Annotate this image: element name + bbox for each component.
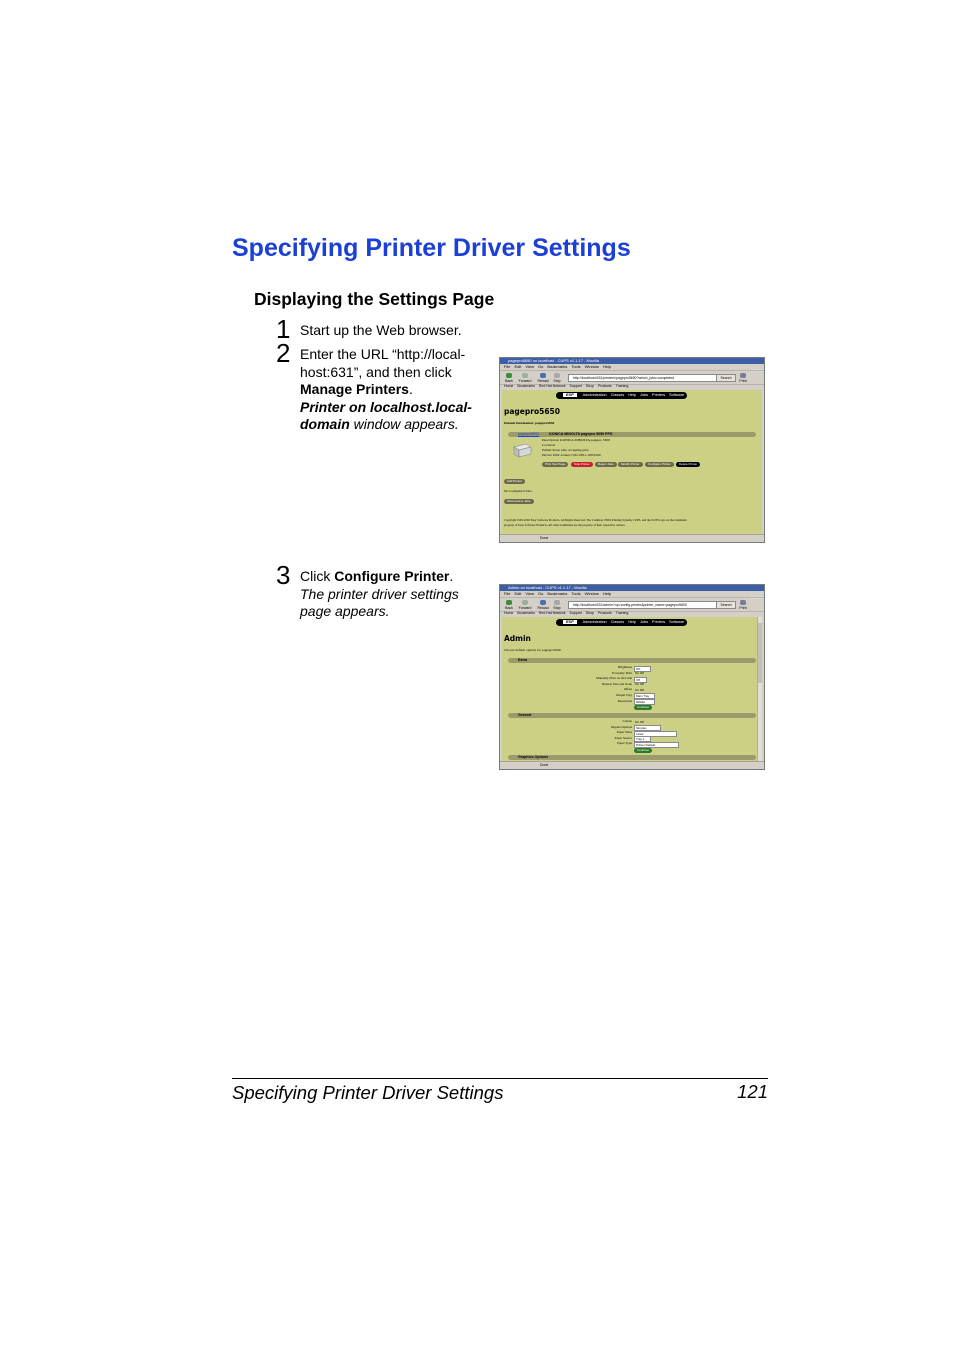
- menu-file[interactable]: File: [504, 364, 511, 369]
- tab-classes[interactable]: Classes: [610, 393, 625, 397]
- continue-button[interactable]: Continue: [634, 748, 652, 753]
- printer-icon: [740, 600, 746, 605]
- step-number: 1: [276, 314, 291, 344]
- step-text-part: .: [449, 568, 454, 584]
- stop-icon: [554, 373, 560, 378]
- continue-button[interactable]: Continue: [634, 705, 652, 710]
- field-label: Paper Type: [617, 741, 632, 746]
- scrollbar-thumb[interactable]: [758, 623, 762, 683]
- bookmark-red-hat[interactable]: Red Hat Network: [538, 384, 566, 388]
- page-content: [502, 390, 762, 535]
- field-label: Resolution: [617, 698, 632, 703]
- menu-help[interactable]: Help: [602, 364, 612, 369]
- printer-state: Printer State: idle, accepting jobs.: [542, 448, 590, 452]
- field-label: Paper Sizes: [616, 730, 632, 735]
- menu-tools[interactable]: Tools: [571, 364, 581, 369]
- step-result: The printer driver settings page appears.: [300, 585, 459, 620]
- bookmark-home[interactable]: Home: [504, 611, 514, 615]
- search-button[interactable]: Search: [716, 601, 736, 609]
- printer-device-uri: Device URI: socket://192.168.1.100:9100: [542, 453, 601, 457]
- stop-printer-button[interactable]: Stop Printer: [571, 462, 593, 467]
- tab-help[interactable]: Help: [628, 620, 636, 624]
- menu-edit[interactable]: Edit: [514, 591, 522, 596]
- printer-ppd: KONICA MINOLTA pagepro 5650 PPD: [549, 432, 613, 436]
- field-label: Paper Source: [614, 735, 632, 740]
- tab-administration[interactable]: Administration: [582, 393, 607, 397]
- field-label: Brightness: [617, 665, 632, 669]
- reload-button[interactable]: Reload: [536, 373, 550, 383]
- bookmark-support[interactable]: Support: [569, 384, 582, 388]
- browser-screenshot-admin: [499, 584, 765, 770]
- tab-help[interactable]: Help: [628, 393, 636, 397]
- printer-icon: [740, 373, 746, 378]
- tab-jobs[interactable]: Jobs: [640, 393, 649, 397]
- print-test-page-button[interactable]: Print Test Page: [542, 462, 568, 467]
- bookmark-bookmarks[interactable]: Bookmarks: [517, 384, 535, 388]
- section-general: General: [508, 713, 756, 718]
- forward-arrow-icon: [522, 373, 528, 378]
- section-extra: Extra: [508, 658, 756, 663]
- tab-classes[interactable]: Classes: [610, 620, 625, 624]
- bookmark-red-hat[interactable]: Red Hat Network: [538, 611, 566, 615]
- collate-radio[interactable]: On Off: [635, 719, 644, 724]
- modify-printer-button[interactable]: Modify Printer: [618, 462, 643, 467]
- printer-heading: pagepro5650: [504, 407, 560, 416]
- print-button[interactable]: Print: [736, 373, 750, 383]
- print-button[interactable]: Print: [736, 600, 750, 610]
- bookmarks-toolbar: [500, 611, 764, 616]
- menu-tools[interactable]: Tools: [571, 591, 581, 596]
- step-result-bold: Printer on localhost.local-domain: [300, 398, 472, 433]
- cups-nav-tabs: [556, 392, 687, 399]
- resolution-select[interactable]: 600dpi: [634, 699, 655, 705]
- stop-button[interactable]: Stop: [550, 600, 564, 610]
- menu-file[interactable]: File: [504, 591, 511, 596]
- field-label: Manually Print on 2nd side: [596, 676, 632, 681]
- step-text-part: .: [408, 381, 413, 398]
- copyright-line-1: Copyright 1993-2002 Easy Software Products, All Rights Reserved. The Common UNIX Printing System, CUPS, and the CUPS logo are the trademark: [504, 518, 687, 522]
- menu-edit[interactable]: Edit: [514, 364, 522, 369]
- bookmark-support[interactable]: Support: [569, 611, 582, 615]
- tab-printers[interactable]: Printers: [652, 620, 666, 624]
- step-text-bold: Manage Printers: [300, 381, 409, 398]
- show-active-jobs-button[interactable]: Show Active Jobs: [504, 499, 534, 504]
- window-controls[interactable]: [750, 586, 762, 590]
- cups-nav-tabs: [556, 619, 687, 626]
- menu-window[interactable]: Window: [584, 591, 599, 596]
- page-number: 121: [737, 1081, 768, 1102]
- admin-heading: Admin: [504, 634, 531, 643]
- bookmark-shop[interactable]: Shop: [585, 611, 594, 615]
- bookmark-products[interactable]: Products: [597, 384, 612, 388]
- bookmark-shop[interactable]: Shop: [585, 384, 594, 388]
- output-tray-select[interactable]: Main Tray: [634, 693, 655, 699]
- esp-logo[interactable]: ESP: [563, 393, 577, 397]
- step-text: [300, 346, 480, 434]
- paper-size-select[interactable]: Letter: [634, 731, 677, 737]
- menu-bookmarks[interactable]: Bookmarks: [547, 364, 568, 369]
- tab-printers[interactable]: Printers: [652, 393, 666, 397]
- navigation-toolbar: [500, 597, 764, 612]
- forward-button[interactable]: Forward: [518, 600, 532, 610]
- section-subtitle: Displaying the Settings Page: [254, 289, 495, 309]
- step-text-part: Click: [300, 568, 335, 584]
- status-text: Done: [540, 536, 549, 540]
- printer-link[interactable]: pagepro5650: [518, 432, 540, 436]
- bookmarks-toolbar: [500, 384, 764, 389]
- window-title: pagepro5650 on localhost - CUPS v1.1.17 - Mozilla: [508, 358, 599, 363]
- menu-bookmarks[interactable]: Bookmarks: [547, 591, 568, 596]
- stop-icon: [554, 600, 560, 605]
- step-text-bold: Configure Printer: [334, 568, 450, 584]
- tab-jobs[interactable]: Jobs: [640, 620, 649, 624]
- bookmark-products[interactable]: Products: [597, 611, 612, 615]
- bookmark-bookmarks[interactable]: Bookmarks: [517, 611, 535, 615]
- back-arrow-icon: [506, 373, 512, 378]
- tab-software[interactable]: Software: [669, 393, 685, 397]
- menu-go[interactable]: Go: [537, 364, 544, 369]
- reject-jobs-button[interactable]: Reject Jobs: [595, 462, 617, 467]
- bookmark-training[interactable]: Training: [615, 384, 629, 388]
- menu-go[interactable]: Go: [537, 591, 544, 596]
- back-arrow-icon: [506, 600, 512, 605]
- no-completed-jobs: No Completed Jobs.: [504, 489, 533, 493]
- page-content: [502, 617, 762, 762]
- field-label: Nearest Size and Scale: [601, 681, 632, 686]
- delete-printer-button[interactable]: Delete Printer: [676, 462, 700, 467]
- tab-administration[interactable]: Administration: [582, 620, 607, 624]
- offset-radio[interactable]: On Off: [635, 687, 644, 692]
- printer-location: Location:: [542, 443, 556, 447]
- step-number: 2: [276, 338, 291, 368]
- vertical-scrollbar[interactable]: [757, 617, 762, 762]
- paper-type-select[interactable]: Printer Default: [634, 742, 679, 748]
- status-bar: [500, 534, 764, 542]
- printer-bar: [508, 432, 756, 437]
- forward-arrow-icon: [522, 600, 528, 605]
- field-label: Output Tray: [615, 693, 632, 697]
- search-button[interactable]: Search: [716, 374, 736, 382]
- field-label: Offset: [623, 687, 632, 692]
- esp-logo[interactable]: ESP: [563, 620, 577, 624]
- printer-description: Description: KONICA MINOLTA pagepro 5650: [542, 438, 610, 442]
- bookmark-training[interactable]: Training: [615, 611, 629, 615]
- status-text: Done: [540, 763, 549, 767]
- window-controls[interactable]: [750, 359, 762, 363]
- stop-button[interactable]: Stop: [550, 373, 564, 383]
- step-number: 3: [276, 560, 291, 590]
- url-input[interactable]: http://localhost:631/printers/pagepro5650?which_jobs=completed: [568, 374, 718, 382]
- url-input[interactable]: http://localhost:631/admin?op=config-printer&printer_name=pagepro5650: [568, 601, 718, 609]
- step-text: [300, 568, 480, 621]
- footer-rule: [232, 1078, 768, 1079]
- field-label: Collate: [622, 719, 632, 723]
- back-button[interactable]: Back: [502, 600, 516, 610]
- footer-title: Specifying Printer Driver Settings: [232, 1082, 504, 1103]
- menu-help[interactable]: Help: [602, 591, 612, 596]
- step-result: window appears.: [349, 416, 459, 433]
- duplex-select[interactable]: Simplex: [634, 725, 661, 731]
- paper-source-select[interactable]: Tray 1: [634, 736, 651, 742]
- add-printer-button[interactable]: Add Printer: [504, 479, 525, 484]
- reload-icon: [540, 600, 546, 605]
- configure-printer-button[interactable]: Configure Printer: [645, 462, 674, 467]
- reload-icon: [540, 373, 546, 378]
- forward-button[interactable]: Forward: [518, 373, 532, 383]
- bookmark-home[interactable]: Home: [504, 384, 514, 388]
- choose-options-text: Choose default options for pagepro5650:: [504, 648, 562, 652]
- page-title: Specifying Printer Driver Settings: [232, 234, 631, 262]
- browser-screenshot-printer: [499, 357, 765, 543]
- menu-view[interactable]: View: [525, 364, 534, 369]
- nearest-size-radio[interactable]: On Off: [635, 682, 644, 687]
- status-bar: [500, 761, 764, 769]
- back-button[interactable]: Back: [502, 373, 516, 383]
- navigation-toolbar: [500, 370, 764, 385]
- step-text-part: Enter the URL “http://local-host:631”, and then click: [300, 346, 466, 380]
- field-label: Duplex Options: [611, 724, 632, 729]
- brightness-select[interactable]: 0%: [634, 666, 651, 672]
- field-label: Economy Print: [612, 670, 632, 675]
- copyright-line-2: property of Easy Software Products. All other trademarks are the property of their respective owners.: [504, 523, 626, 527]
- section-graphics: Graphics Options: [508, 755, 756, 760]
- economy-print-radio[interactable]: On Off: [635, 671, 644, 675]
- printer-icon: [512, 442, 532, 458]
- menu-view[interactable]: View: [525, 591, 534, 596]
- step-text: Start up the Web browser.: [300, 322, 462, 338]
- reload-button[interactable]: Reload: [536, 600, 550, 610]
- window-title: Admin on localhost - CUPS v1.1.17 - Mozilla: [508, 585, 587, 590]
- menu-window[interactable]: Window: [584, 364, 599, 369]
- default-destination[interactable]: Default Destination: pagepro5650: [504, 421, 555, 425]
- tab-software[interactable]: Software: [669, 620, 685, 624]
- manual-duplex-select[interactable]: Off: [634, 677, 647, 683]
